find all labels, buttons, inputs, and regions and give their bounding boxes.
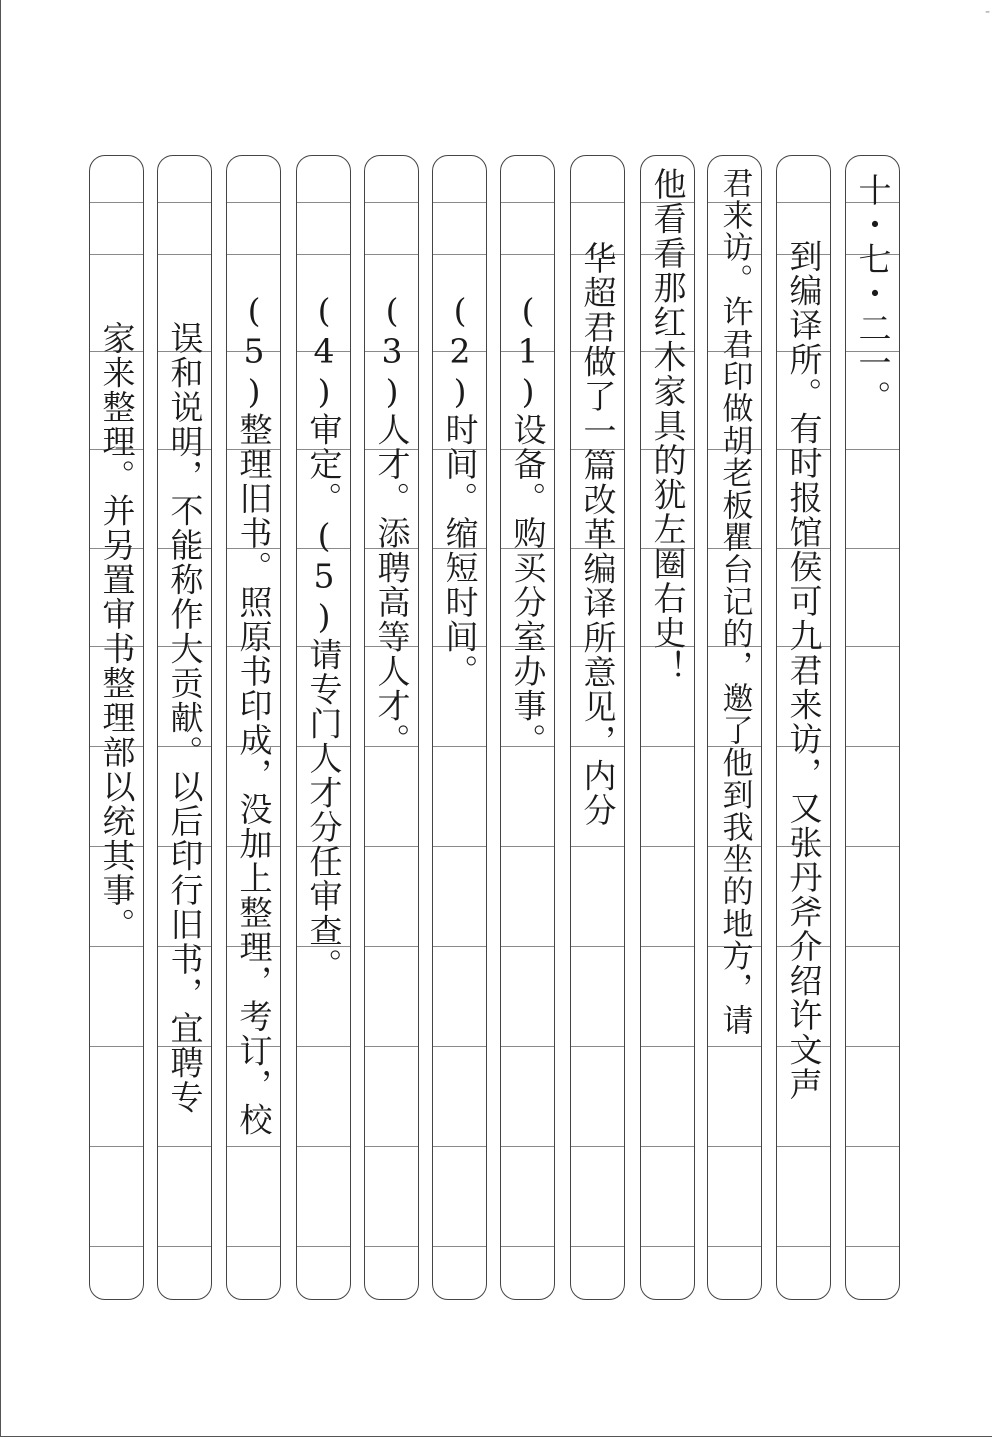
- manuscript-column: [500, 155, 555, 1300]
- grid-rule: [158, 202, 211, 203]
- grid-rule: [297, 1246, 350, 1247]
- manuscript-column: [296, 155, 351, 1300]
- grid-rule: [708, 1046, 761, 1047]
- grid-rule: [90, 254, 143, 255]
- grid-rule: [846, 449, 899, 450]
- grid-rule: [365, 254, 418, 255]
- grid-rule: [501, 202, 554, 203]
- manuscript-column: [89, 155, 144, 1300]
- column-text: 华超君做了一篇改革编译所意见，内分: [578, 241, 618, 828]
- grid-rule: [227, 1146, 280, 1147]
- column-text: 家来整理。并另置审书整理部以统其事。: [97, 321, 137, 942]
- grid-rule: [433, 746, 486, 747]
- grid-rule: [433, 846, 486, 847]
- column-text: 十・七・二一。: [853, 173, 893, 415]
- grid-rule: [641, 746, 694, 747]
- corner-mark: -: [984, 4, 990, 20]
- grid-rule: [846, 746, 899, 747]
- grid-rule: [846, 1246, 899, 1247]
- grid-rule: [846, 946, 899, 947]
- grid-rule: [297, 1146, 350, 1147]
- grid-rule: [433, 946, 486, 947]
- column-text: 君来访。许君印做胡老板瞿台记的，邀了他到我坐的地方，请: [716, 167, 753, 1037]
- grid-rule: [571, 1146, 624, 1147]
- column-text: 到编译所。有时报馆侯可九君来访，又张丹斧介绍许文声: [784, 239, 824, 1102]
- column-text: (2)时间。缩短时间。: [440, 291, 480, 689]
- grid-rule: [641, 1146, 694, 1147]
- manuscript-column: [707, 155, 762, 1300]
- manuscript-column: [570, 155, 625, 1300]
- manuscript-column: [364, 155, 419, 1300]
- manuscript-column: [776, 155, 831, 1300]
- grid-rule: [571, 946, 624, 947]
- grid-rule: [501, 1146, 554, 1147]
- grid-rule: [365, 1046, 418, 1047]
- grid-rule: [777, 1246, 830, 1247]
- manuscript-column: [226, 155, 281, 1300]
- grid-rule: [227, 1246, 280, 1247]
- grid-rule: [433, 1146, 486, 1147]
- grid-rule: [297, 254, 350, 255]
- grid-rule: [90, 946, 143, 947]
- grid-rule: [365, 202, 418, 203]
- grid-rule: [846, 846, 899, 847]
- grid-rule: [433, 1246, 486, 1247]
- column-text: 他看看那红木家具的犹左圈右史！: [648, 167, 688, 685]
- column-text: (4)审定。(5)请专门人才分任审查。: [304, 291, 344, 983]
- grid-rule: [501, 846, 554, 847]
- grid-rule: [365, 1146, 418, 1147]
- manuscript-column: [845, 155, 900, 1300]
- grid-rule: [227, 202, 280, 203]
- grid-rule: [641, 1046, 694, 1047]
- grid-rule: [158, 1246, 211, 1247]
- grid-rule: [433, 254, 486, 255]
- grid-rule: [846, 1146, 899, 1147]
- grid-rule: [501, 1046, 554, 1047]
- grid-rule: [708, 1246, 761, 1247]
- grid-rule: [297, 1046, 350, 1047]
- grid-rule: [571, 1246, 624, 1247]
- column-text: (1)设备。购买分室办事。: [508, 291, 548, 758]
- grid-rule: [641, 846, 694, 847]
- grid-rule: [846, 646, 899, 647]
- grid-rule: [158, 1146, 211, 1147]
- grid-rule: [777, 202, 830, 203]
- grid-rule: [777, 1146, 830, 1147]
- grid-rule: [641, 1246, 694, 1247]
- grid-rule: [571, 846, 624, 847]
- grid-rule: [846, 548, 899, 549]
- grid-rule: [571, 202, 624, 203]
- column-text: 误和说明，不能称作大贡献。以后印行旧书，宜聘专: [165, 321, 205, 1115]
- grid-rule: [641, 946, 694, 947]
- grid-rule: [501, 1246, 554, 1247]
- column-text: (3)人才。添聘高等人才。: [372, 291, 412, 758]
- grid-rule: [90, 202, 143, 203]
- grid-rule: [365, 1246, 418, 1247]
- grid-rule: [846, 1046, 899, 1047]
- grid-rule: [571, 1046, 624, 1047]
- grid-rule: [365, 846, 418, 847]
- grid-rule: [365, 946, 418, 947]
- manuscript-column: [432, 155, 487, 1300]
- grid-rule: [433, 202, 486, 203]
- grid-rule: [501, 254, 554, 255]
- grid-rule: [297, 202, 350, 203]
- grid-rule: [158, 254, 211, 255]
- grid-rule: [90, 1246, 143, 1247]
- manuscript-column: [157, 155, 212, 1300]
- manuscript-column: [640, 155, 695, 1300]
- grid-rule: [433, 1046, 486, 1047]
- grid-rule: [90, 1046, 143, 1047]
- grid-rule: [708, 1146, 761, 1147]
- column-text: (5)整理旧书。照原书印成，没加上整理，考订，校: [234, 291, 274, 1137]
- grid-rule: [501, 946, 554, 947]
- grid-rule: [90, 1146, 143, 1147]
- grid-rule: [227, 254, 280, 255]
